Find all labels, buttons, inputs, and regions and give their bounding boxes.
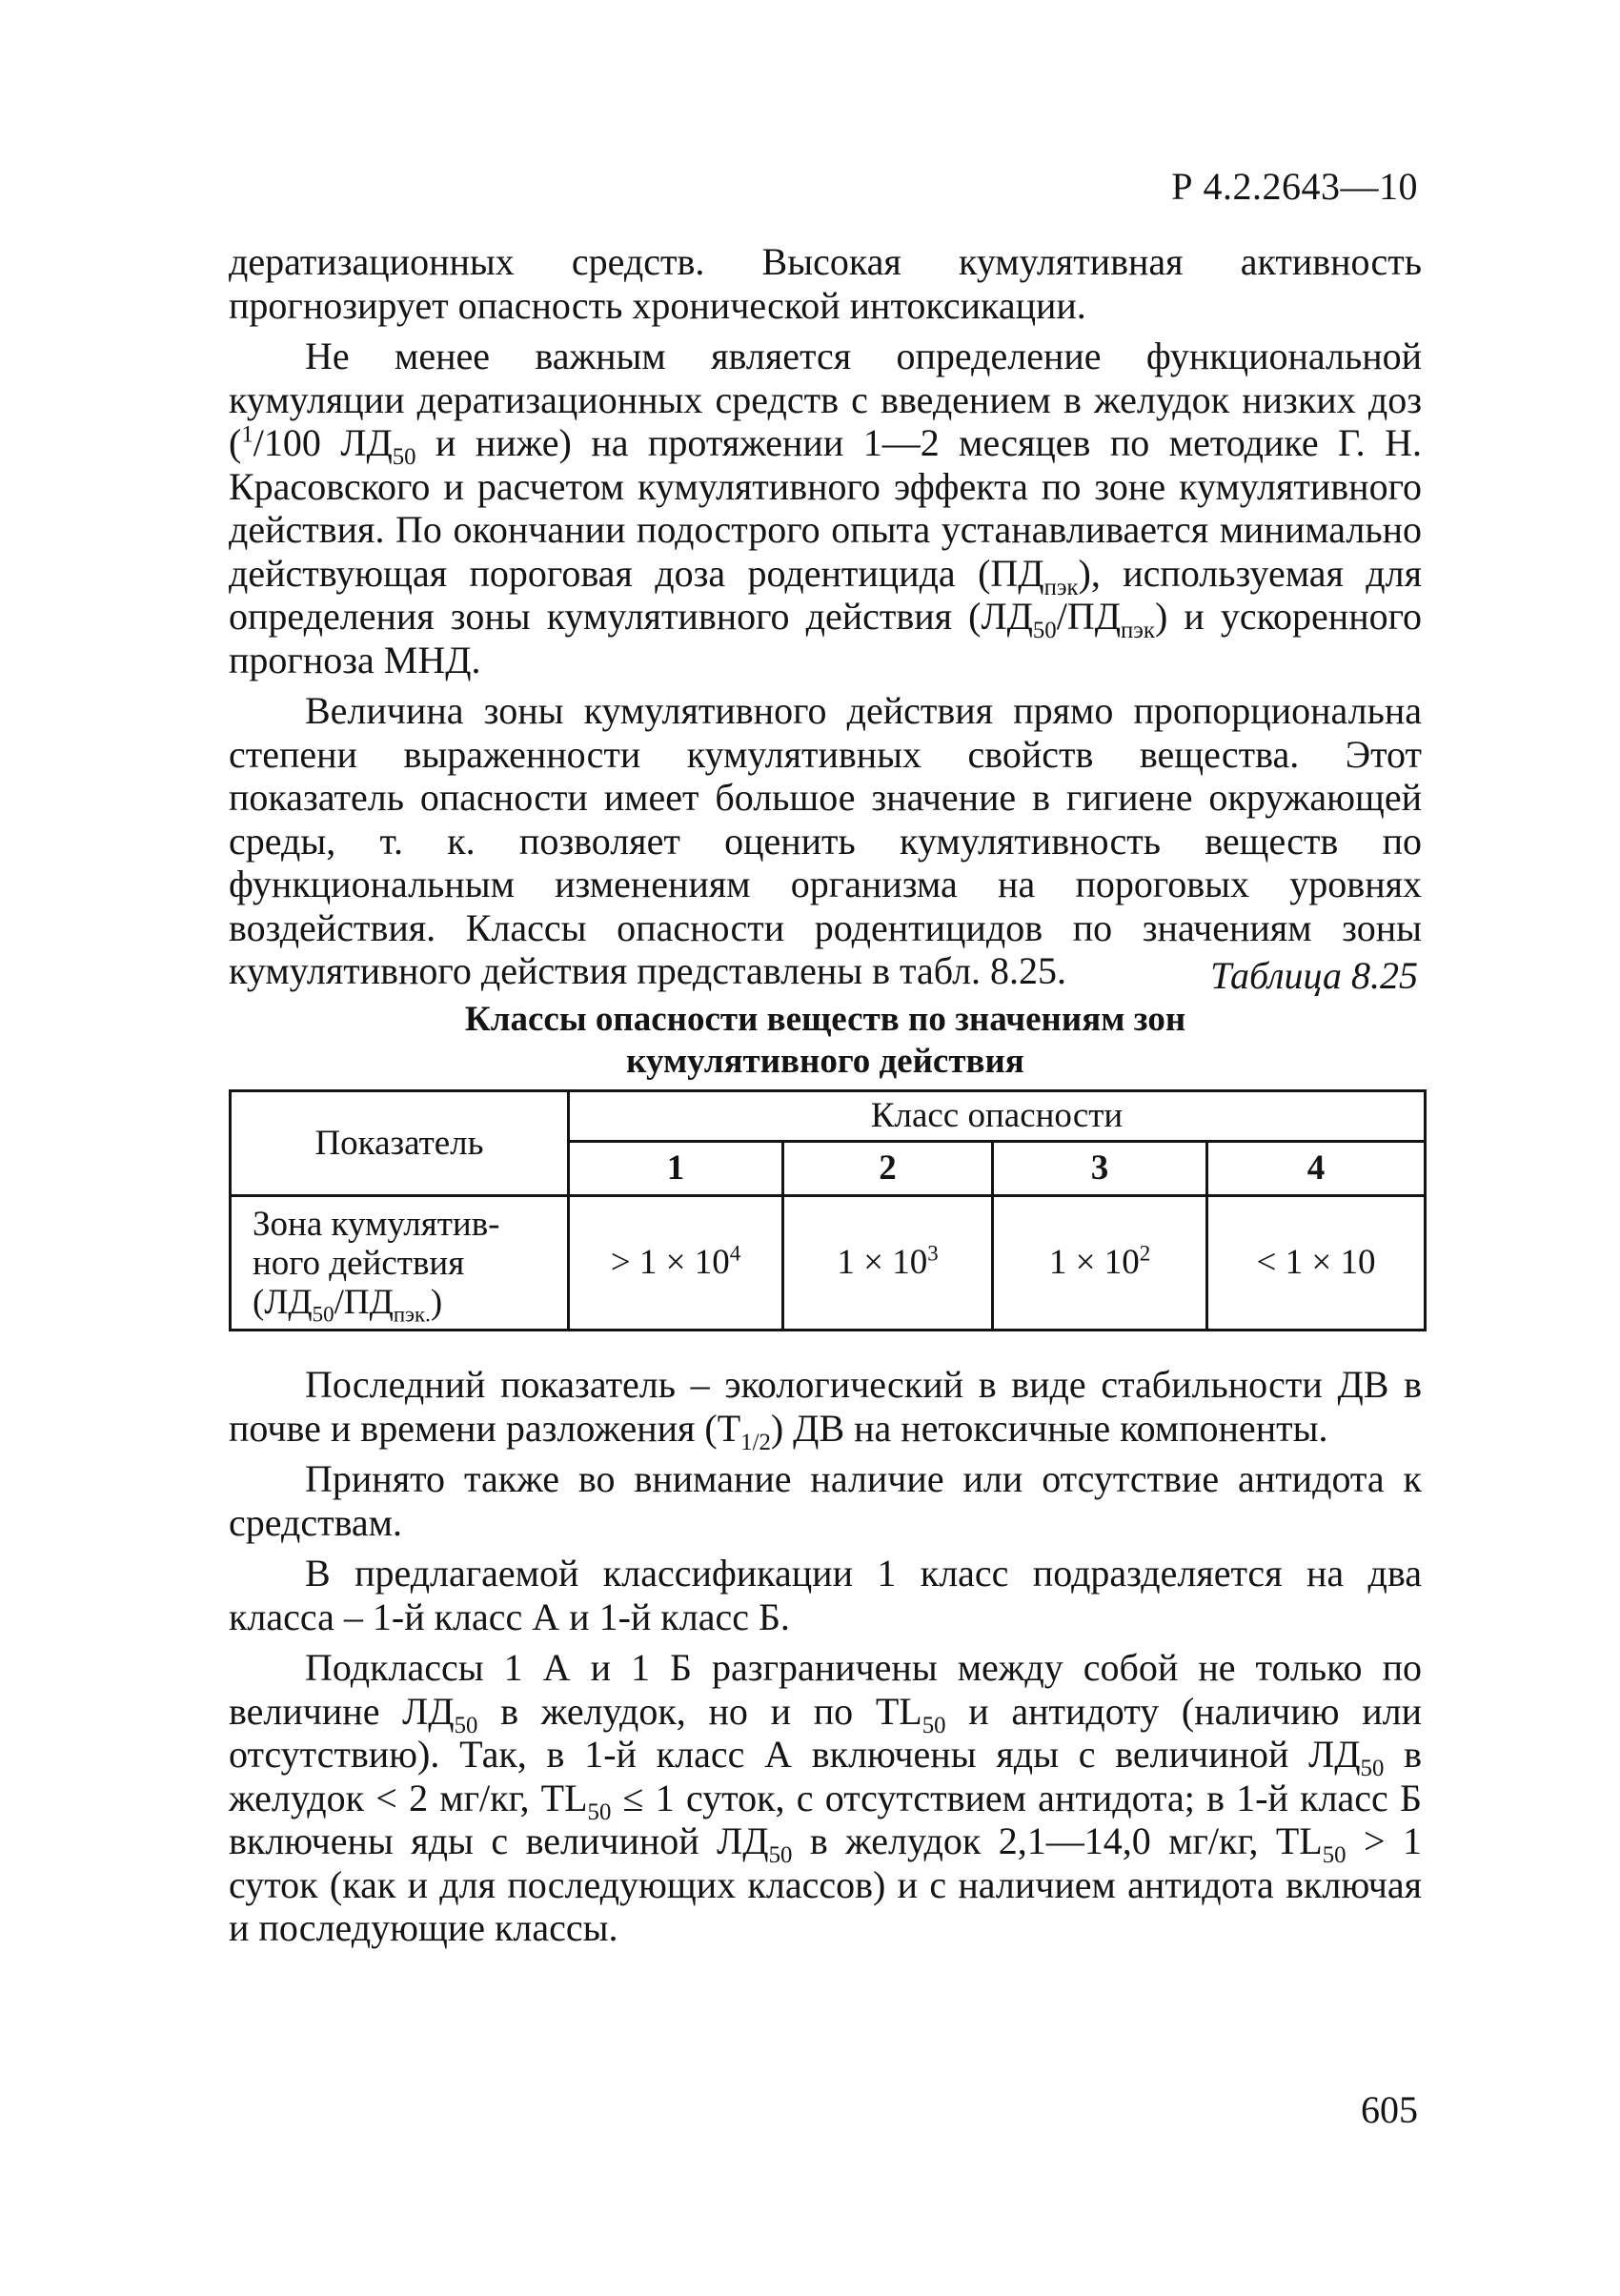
paragraph: Подклассы 1 А и 1 Б разграничены между собой не только по величине $ЛД_{50}$ в желудок, но и по $TL_{50}$ и антидоту (наличию или отсутствию). Так, в 1-й класс А включены яды с величиной $ЛД_{50}$ в желудок < 2 мг/кг, $TL_{50} \le 1$ суток, с отсутствием антидота; в 1-й класс Б включены яды с величиной $ЛД_{50}$ в желудок 2,1—14,0 мг/кг, $TL_{50} > 1$ суток (как и для последующих классов) и с наличием антидота включая и последующие классы. xyxy=(229,1646,1423,1949)
paragraph: Принято также во внимание наличие или отсутствие антидота к средствам. xyxy=(229,1457,1422,1544)
header-hazard-class: Класс опасности xyxy=(569,1091,1426,1142)
table-cell: < 1 × 10 xyxy=(1207,1196,1426,1331)
header-indicator: Показатель xyxy=(231,1091,569,1196)
header-class-3: 3 xyxy=(993,1142,1207,1196)
paragraph: дератизационных средств. Высокая кумулятивная активность прогнозирует опасность хронической интоксикации. xyxy=(229,240,1422,327)
hazard-class-table xyxy=(229,1089,1427,1331)
page-number: 605 xyxy=(1361,2088,1418,2131)
table-cell: $1 \times 10^3$ xyxy=(783,1196,993,1331)
body-text-bottom xyxy=(229,1363,1422,1958)
table-caption: Таблица 8.25 xyxy=(1210,954,1418,997)
header-class-4: 4 xyxy=(1207,1142,1426,1196)
table-cell: > $1 \times 10^4$ xyxy=(569,1196,783,1331)
paragraph: В предлагаемой классификации 1 класс подразделяется на два класса – 1-й класс А и 1-й класс Б. xyxy=(229,1552,1422,1638)
body-text-top xyxy=(229,240,1422,1001)
paragraph: Последний показатель – экологический в виде стабильности ДВ в почве и времени разложения $(T_{1/2})$ ДВ на нетоксичные компоненты. xyxy=(229,1363,1422,1455)
paragraph: Не менее важным является определение функциональной кумуляции дератизационных средств с введением в желудок низких доз ($^1$/100 $ЛД_{50}$ и ниже) на протяжении 1—2 месяцев по методике Г. Н. Красовского и расчетом кумулятивного эффекта по зоне кумулятивного действия. По окончании подострого опыта устанавливается минимально действующая пороговая доза родентицида $(ПД_{пэк})$, используемая для определения зоны кумулятивного действия $(ЛД_{50}/ПД_{пэк})$ и ускоренного прогноза МНД. xyxy=(229,335,1423,681)
paragraph: Величина зоны кумулятивного действия прямо пропорциональна степени выраженности кумулятивных свойств вещества. Этот показатель опасности имеет большое значение в гигиене окружающей среды, т. к. позволяет оценить кумулятивность веществ по функциональным изменениям организма на пороговых уровнях воздействия. Классы опасности родентицидов по значениям зоны кумулятивного действия представлены в табл. 8.25. xyxy=(229,689,1422,992)
document-number: Р 4.2.2643—10 xyxy=(1171,165,1418,208)
row-label: Зона кумулятив- ного действия $(ЛД_{50}/ПД_{пэк.})$ xyxy=(231,1196,569,1331)
table-title: Классы опасности веществ по значениям зон кумулятивного действия xyxy=(464,1000,1186,1081)
header-class-1: 1 xyxy=(569,1142,783,1196)
table-cell: $1 \times 10^2$ xyxy=(993,1196,1207,1331)
header-class-2: 2 xyxy=(783,1142,993,1196)
